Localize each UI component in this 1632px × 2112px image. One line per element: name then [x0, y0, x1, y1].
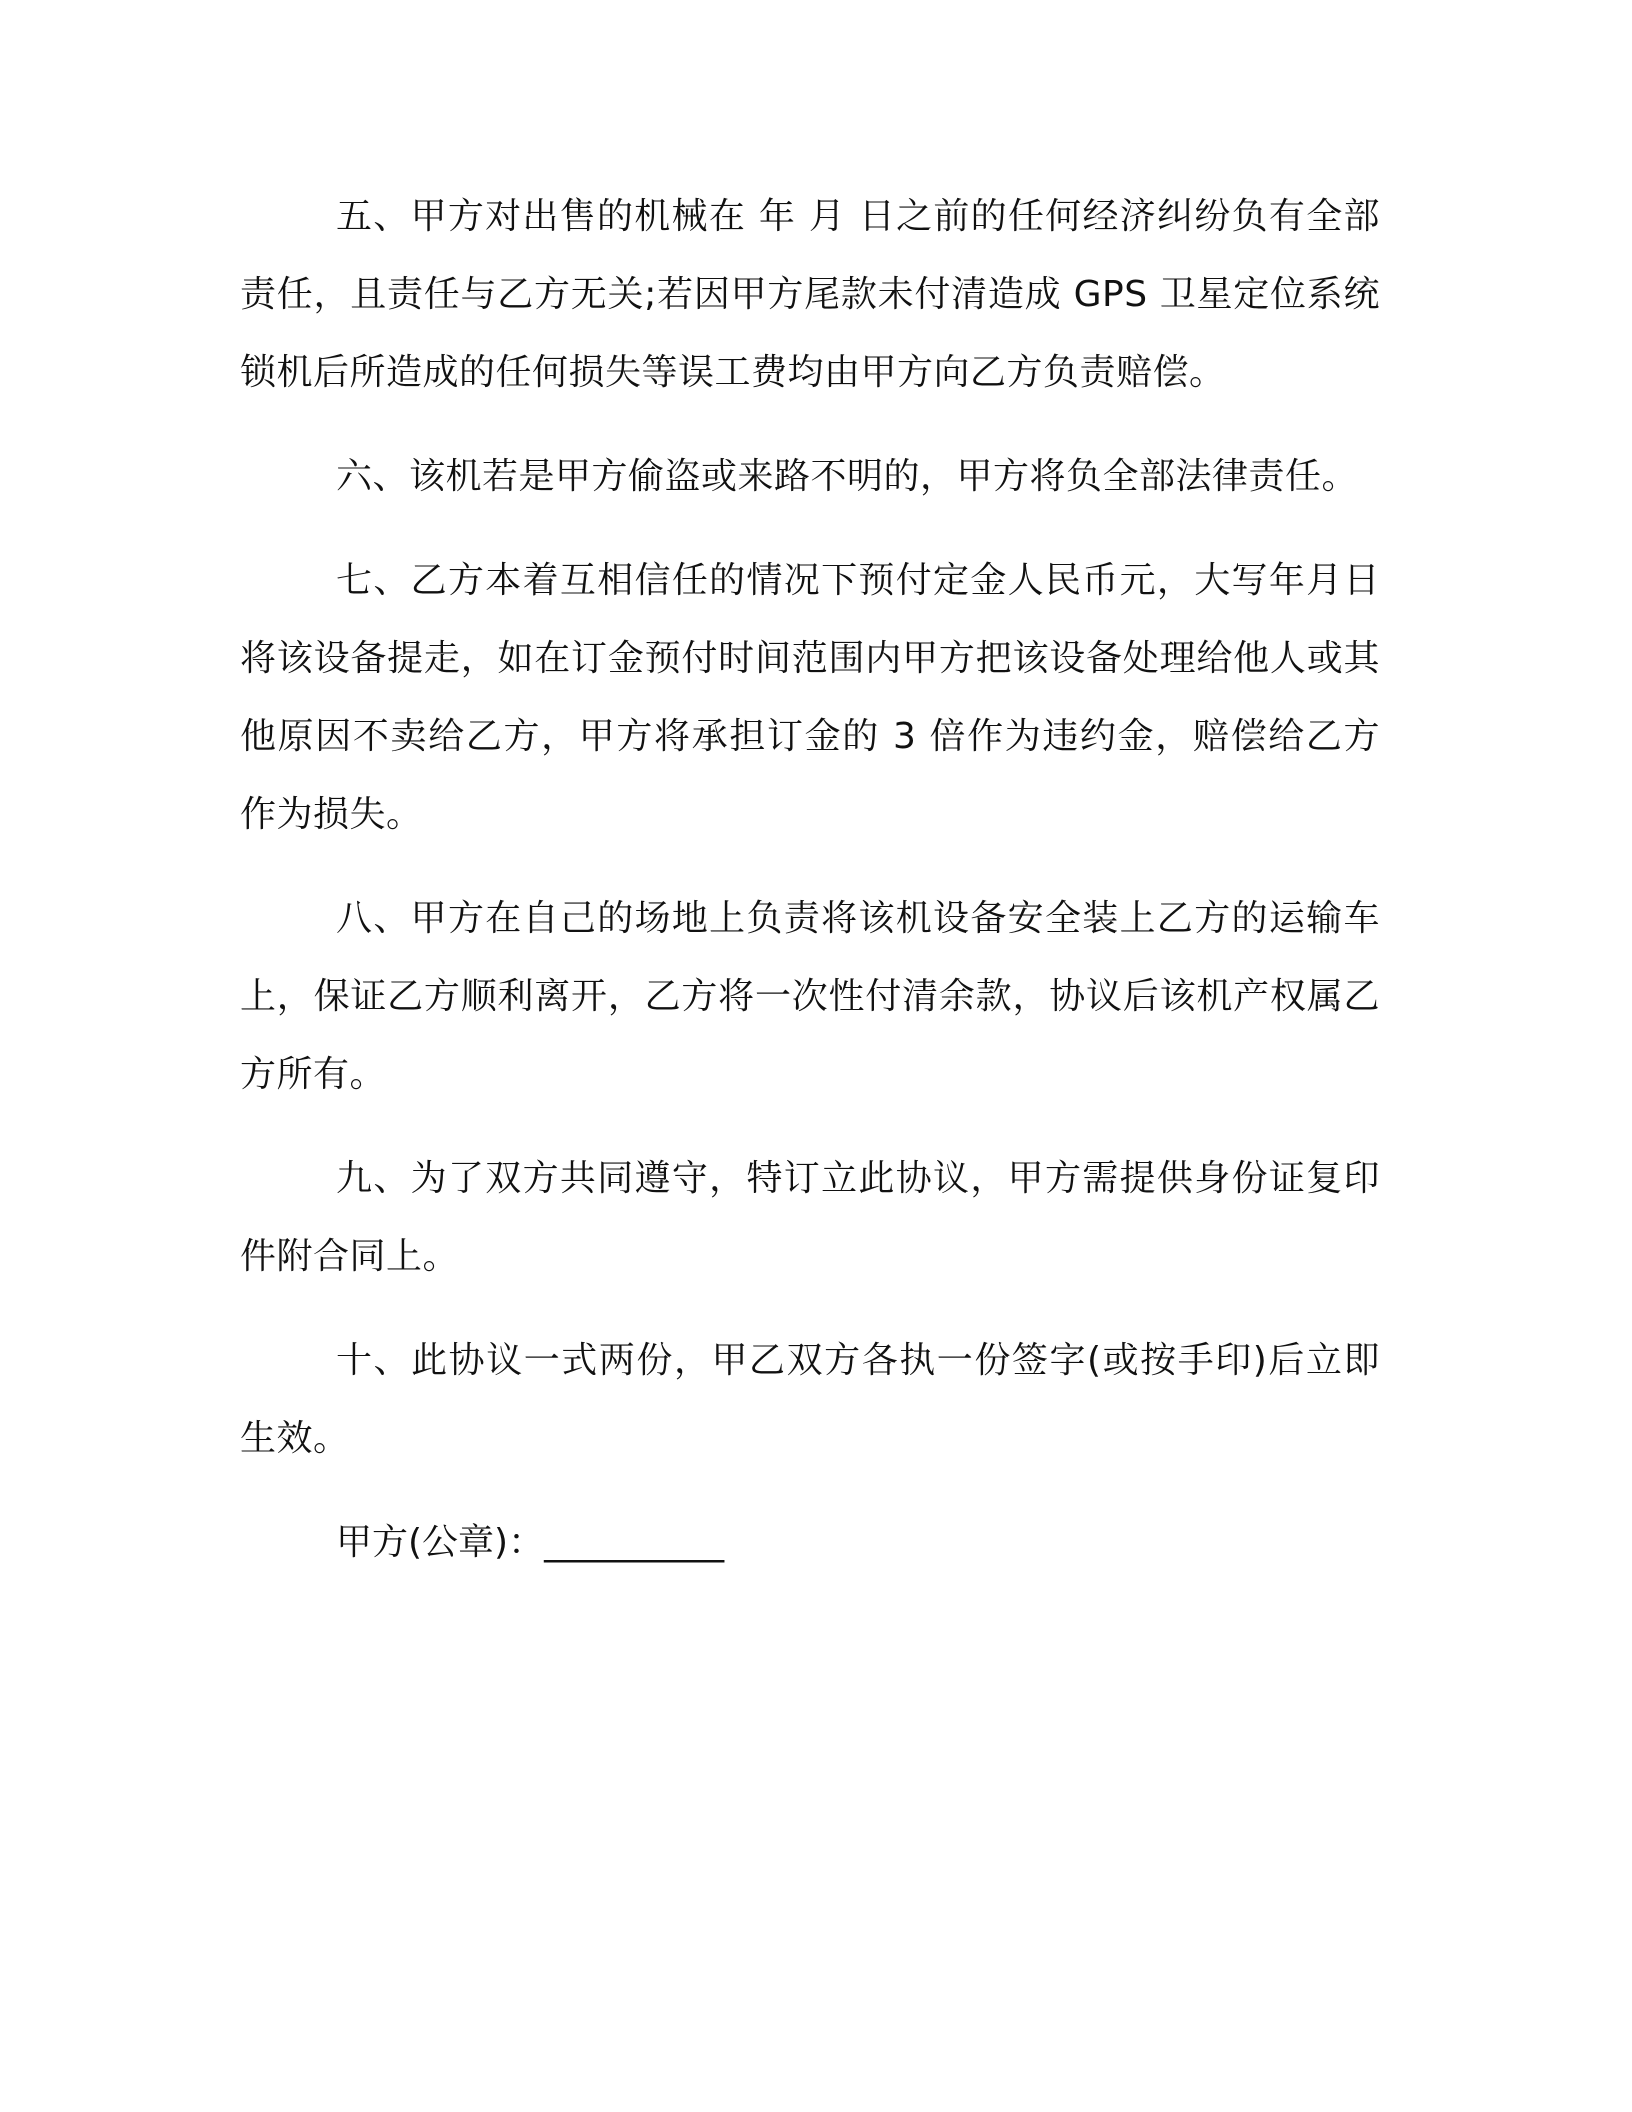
party-a-signature-line: 甲方(公章)：__________: [336, 1522, 725, 1563]
document-body: [240, 178, 1380, 1582]
clause-10: 十、此协议一式两份，甲乙双方各执一份签字(或按手印)后立即生效。: [240, 1340, 1380, 1459]
clause-8: 八、甲方在自己的场地上负责将该机设备安全装上乙方的运输车上，保证乙方顺利离开，乙方将一次性付清余款，协议后该机产权属乙方所有。: [240, 898, 1380, 1095]
clause-9: 九、为了双方共同遵守，特订立此协议，甲方需提供身份证复印件附合同上。: [240, 1158, 1380, 1277]
clause-5: 五、甲方对出售的机械在 年 月 日之前的任何经济纠纷负有全部责任，且责任与乙方无关;若因甲方尾款未付清造成 GPS 卫星定位系统锁机后所造成的任何损失等误工费均由甲方向乙方负责赔偿。: [240, 196, 1380, 393]
clause-6: 六、该机若是甲方偷盗或来路不明的，甲方将负全部法律责任。: [336, 456, 1359, 497]
clause-7: 七、乙方本着互相信任的情况下预付定金人民币元，大写年月日将该设备提走，如在订金预付时间范围内甲方把该设备处理给他人或其他原因不卖给乙方，甲方将承担订金的 3 倍作为违约金，赔偿给乙方作为损失。: [240, 560, 1380, 835]
